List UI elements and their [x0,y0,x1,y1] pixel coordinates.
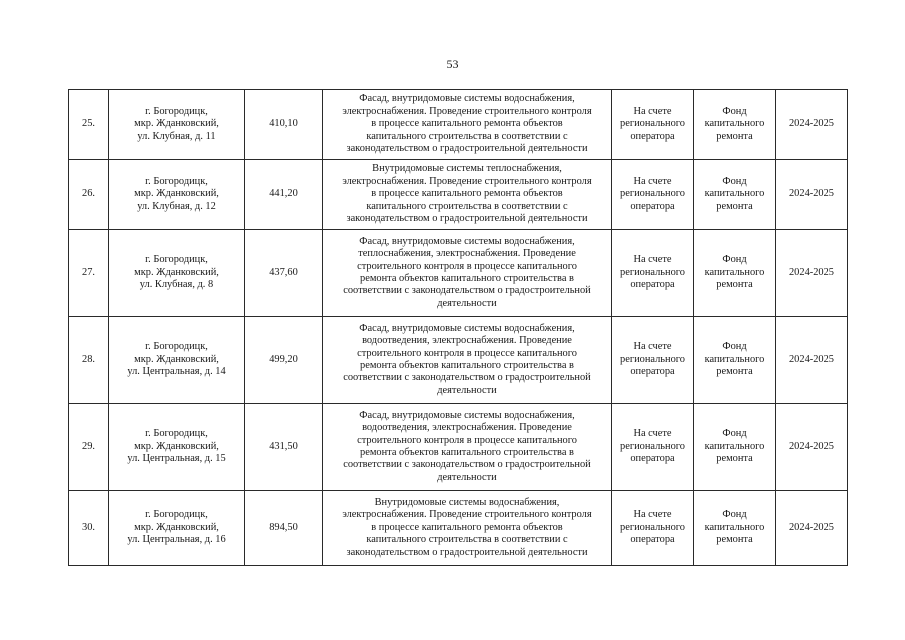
address-line: мкр. Жданковский, [134,266,219,278]
row-number-cell: 27. [69,230,109,317]
method-cell [612,90,694,160]
works-line: строительного контроля в процессе капитального [357,260,577,272]
fund-line: ремонта [716,279,753,291]
area-cell: 410,10 [245,90,323,160]
works-line: капитального строительства в соответствии с [366,200,568,212]
works-cell [323,491,612,566]
method-line: оператора [630,200,675,212]
area-cell: 894,50 [245,491,323,566]
address-line: ул. Центральная, д. 15 [127,453,226,465]
works-line: законодательством о градостроительной деятельности [346,213,588,225]
works-line: строительного контроля в процессе капитального [357,434,577,446]
works-line: Фасад, внутридомовые системы водоснабжения, [359,93,575,105]
works-line: в процессе капитального ремонта объектов [371,188,563,200]
works-cell [323,90,612,160]
address-line: г. Богородицк, [145,105,208,117]
address-line: ул. Клубная, д. 11 [137,130,216,142]
period-cell: 2024-2025 [776,317,848,404]
works-line: деятельности [437,384,497,396]
works-line: капитального строительства в соответствии с [366,534,568,546]
address-line: г. Богородицк, [145,254,208,266]
method-line: регионального [620,118,685,130]
method-line: На счете [633,341,672,353]
fund-line: Фонд [722,509,747,521]
method-line: оператора [630,453,675,465]
works-line: строительного контроля в процессе капитального [357,347,577,359]
address-cell [109,404,245,491]
method-line: регионального [620,266,685,278]
fund-cell [694,317,776,404]
method-cell [612,317,694,404]
table-body [69,90,848,566]
fund-line: ремонта [716,453,753,465]
fund-line: Фонд [722,105,747,117]
works-line: водоотведения, электроснабжения. Проведение [362,335,572,347]
works-line: водоотведения, электроснабжения. Проведение [362,422,572,434]
fund-cell [694,90,776,160]
works-line: электроснабжения. Проведение строительного контроля [342,175,592,187]
fund-line: Фонд [722,254,747,266]
period-cell: 2024-2025 [776,230,848,317]
address-line: г. Богородицк, [145,341,208,353]
address-cell [109,230,245,317]
method-cell [612,230,694,317]
method-line: На счете [633,509,672,521]
method-line: регионального [620,188,685,200]
repair-schedule-table [68,89,848,566]
address-line: г. Богородицк, [145,175,208,187]
works-line: соответствии с законодательством о градостроительной [343,285,591,297]
address-line: ул. Клубная, д. 12 [137,200,216,212]
works-cell [323,317,612,404]
address-line: мкр. Жданковский, [134,440,219,452]
method-line: оператора [630,279,675,291]
method-line: регионального [620,353,685,365]
works-line: ремонта объектов капитального строительства в [360,360,574,371]
works-line: деятельности [437,297,497,309]
method-line: На счете [633,175,672,187]
method-line: На счете [633,254,672,266]
works-line: законодательством о градостроительной деятельности [346,143,588,155]
works-line: электроснабжения. Проведение строительного контроля [342,105,592,117]
area-cell: 431,50 [245,404,323,491]
fund-cell [694,404,776,491]
address-cell [109,491,245,566]
method-line: регионального [620,440,685,452]
table-row [69,160,848,230]
fund-line: ремонта [716,130,753,142]
fund-cell [694,160,776,230]
fund-line: капитального [704,521,765,533]
works-line: соответствии с законодательством о градостроительной [343,459,591,471]
row-number-cell: 29. [69,404,109,491]
row-number-cell: 30. [69,491,109,566]
address-cell [109,160,245,230]
address-line: ул. Клубная, д. 8 [139,279,214,291]
works-cell [323,404,612,491]
fund-cell [694,230,776,317]
fund-line: Фонд [722,428,747,440]
address-cell [109,317,245,404]
address-cell [109,90,245,160]
fund-line: ремонта [716,366,753,378]
works-line: Фасад, внутридомовые системы водоснабжения, [359,409,575,421]
row-number-cell: 28. [69,317,109,404]
address-line: мкр. Жданковский, [134,188,219,200]
address-line: г. Богородицк, [145,509,208,521]
method-cell [612,491,694,566]
fund-cell [694,491,776,566]
works-line: ремонта объектов капитального строительства в [360,273,574,284]
method-line: оператора [630,534,675,546]
works-line: соответствии с законодательством о градостроительной [343,372,591,384]
works-line: в процессе капитального ремонта объектов [371,118,563,130]
works-line: Внутридомовые системы водоснабжения, [374,496,560,508]
method-cell [612,404,694,491]
fund-line: Фонд [722,341,747,353]
address-line: мкр. Жданковский, [134,521,219,533]
works-line: Внутридомовые системы теплоснабжения, [372,163,562,175]
area-cell: 441,20 [245,160,323,230]
method-line: оператора [630,366,675,378]
works-line: Фасад, внутридомовые системы водоснабжения, [359,322,575,334]
table-row [69,230,848,317]
method-line: регионального [620,521,685,533]
address-line: мкр. Жданковский, [134,353,219,365]
works-cell [323,160,612,230]
fund-line: капитального [704,118,765,130]
area-cell: 499,20 [245,317,323,404]
works-line: деятельности [437,471,497,483]
row-number-cell: 25. [69,90,109,160]
table-row [69,404,848,491]
fund-line: капитального [704,353,765,365]
method-line: На счете [633,105,672,117]
fund-line: Фонд [722,175,747,187]
address-line: г. Богородицк, [145,428,208,440]
period-cell: 2024-2025 [776,160,848,230]
works-line: капитального строительства в соответствии с [366,130,568,142]
address-line: ул. Центральная, д. 16 [127,534,226,546]
works-line: теплоснабжения, электроснабжения. Проведение [358,248,576,260]
method-line: оператора [630,130,675,142]
table-row [69,317,848,404]
works-line: электроснабжения. Проведение строительного контроля [342,509,592,521]
works-line: законодательством о градостроительной деятельности [346,546,588,558]
fund-line: ремонта [716,534,753,546]
works-line: Фасад, внутридомовые системы водоснабжения, [359,235,575,247]
fund-line: ремонта [716,200,753,212]
page-number: 53 [446,57,459,71]
method-line: На счете [633,428,672,440]
period-cell: 2024-2025 [776,90,848,160]
address-line: мкр. Жданковский, [134,118,219,130]
address-line: ул. Центральная, д. 14 [127,366,226,378]
period-cell: 2024-2025 [776,491,848,566]
method-cell [612,160,694,230]
row-number-cell: 26. [69,160,109,230]
fund-line: капитального [704,266,765,278]
works-cell [323,230,612,317]
area-cell: 437,60 [245,230,323,317]
works-line: в процессе капитального ремонта объектов [371,521,563,533]
table-row [69,90,848,160]
fund-line: капитального [704,440,765,452]
fund-line: капитального [704,188,765,200]
works-line: ремонта объектов капитального строительства в [360,447,574,458]
period-cell: 2024-2025 [776,404,848,491]
table-row [69,491,848,566]
